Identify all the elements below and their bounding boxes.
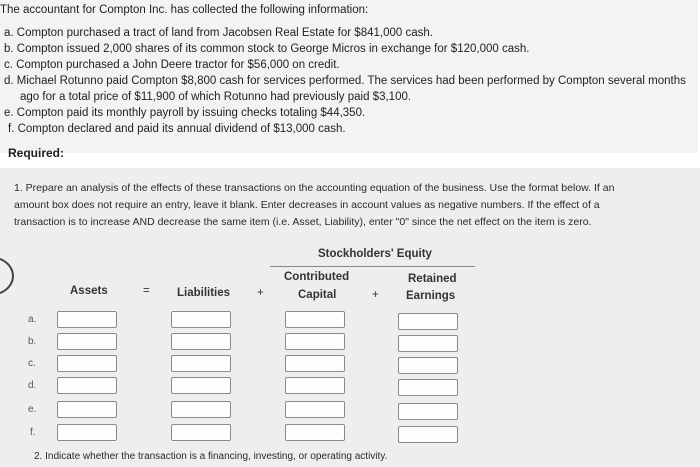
transaction-b: b. Compton issued 2,000 shares of its common stock to George Micros in exchange for $120,000 cash. — [4, 43, 530, 55]
transaction-f: f. Compton declared and paid its annual dividend of $13,000 cash. — [8, 123, 346, 135]
col-retained-line1: Retained — [408, 273, 457, 285]
assets-input-f[interactable] — [57, 424, 117, 441]
question-1-line-3: transaction is to increase AND decrease the same item (i.e. Asset, Liability), enter "0" since the net effect on the item is zero. — [14, 216, 592, 228]
assets-input-a[interactable] — [57, 311, 117, 328]
question-1-panel — [0, 168, 700, 467]
assets-input-c[interactable] — [57, 355, 117, 372]
transaction-e: e. Compton paid its monthly payroll by issuing checks totaling $44,350. — [4, 107, 366, 119]
col-contributed-line1: Contributed — [284, 271, 350, 283]
liabilities-input-a[interactable] — [171, 311, 231, 328]
liabilities-input-c[interactable] — [171, 355, 231, 372]
question-1-line-2: amount box does not require an entry, leave it blank. Enter decreases in account values as negative numbers. If the effect of a — [14, 199, 600, 211]
nav-circle-icon[interactable] — [0, 256, 14, 296]
retained-input-c[interactable] — [398, 357, 458, 374]
row-label-b: b. — [28, 336, 37, 347]
retained-input-f[interactable] — [398, 426, 458, 443]
col-contributed-line2: Capital — [298, 289, 337, 301]
row-label-d: d. — [28, 380, 37, 391]
contributed-input-c[interactable] — [285, 355, 345, 372]
liabilities-input-e[interactable] — [171, 401, 231, 418]
retained-input-b[interactable] — [398, 335, 458, 352]
contributed-input-e[interactable] — [285, 401, 345, 418]
liabilities-input-d[interactable] — [171, 377, 231, 394]
contributed-input-a[interactable] — [285, 311, 345, 328]
problem-statement — [0, 0, 698, 160]
stockholders-equity-header: Stockholders' Equity — [318, 248, 432, 260]
contributed-input-d[interactable] — [285, 377, 345, 394]
required-label: Required: — [8, 146, 65, 160]
col-assets: Assets — [70, 285, 108, 297]
assets-input-b[interactable] — [57, 333, 117, 350]
col-retained-line2: Earnings — [406, 290, 456, 302]
retained-input-e[interactable] — [398, 403, 458, 420]
row-label-e: e. — [28, 404, 37, 415]
row-label-a: a. — [28, 314, 37, 325]
question-1-line-1: 1. Prepare an analysis of the effects of these transactions on the accounting equation of the business. Use the format below. If an — [14, 182, 615, 194]
liabilities-input-b[interactable] — [171, 333, 231, 350]
equals-sign: = — [143, 285, 150, 297]
retained-input-a[interactable] — [398, 313, 458, 330]
plus-sign-1: + — [257, 287, 264, 299]
contributed-input-b[interactable] — [285, 333, 345, 350]
retained-input-d[interactable] — [398, 379, 458, 396]
transaction-d: d. Michael Rotunno paid Compton $8,800 cash for services performed. The services had been performed by Compton several months — [4, 75, 686, 87]
row-label-f: f. — [30, 427, 36, 438]
row-label-c: c. — [28, 358, 36, 369]
transaction-c: c. Compton purchased a John Deere tractor for $56,000 on credit. — [4, 59, 340, 71]
intro-text: The accountant for Compton Inc. has collected the following information: — [0, 4, 369, 16]
transaction-d-cont: ago for a total price of $11,900 of which Rotunno had previously paid $3,100. — [20, 91, 412, 103]
contributed-input-f[interactable] — [285, 424, 345, 441]
plus-sign-2: + — [372, 289, 379, 301]
transaction-a: a. Compton purchased a tract of land from Jacobsen Real Estate for $841,000 cash. — [4, 27, 433, 39]
col-liabilities: Liabilities — [177, 287, 231, 299]
liabilities-input-f[interactable] — [171, 424, 231, 441]
assets-input-d[interactable] — [57, 377, 117, 394]
question-2-text: 2. Indicate whether the transaction is a financing, investing, or operating activity. — [34, 451, 388, 462]
equity-underline — [270, 266, 475, 267]
assets-input-e[interactable] — [57, 401, 117, 418]
